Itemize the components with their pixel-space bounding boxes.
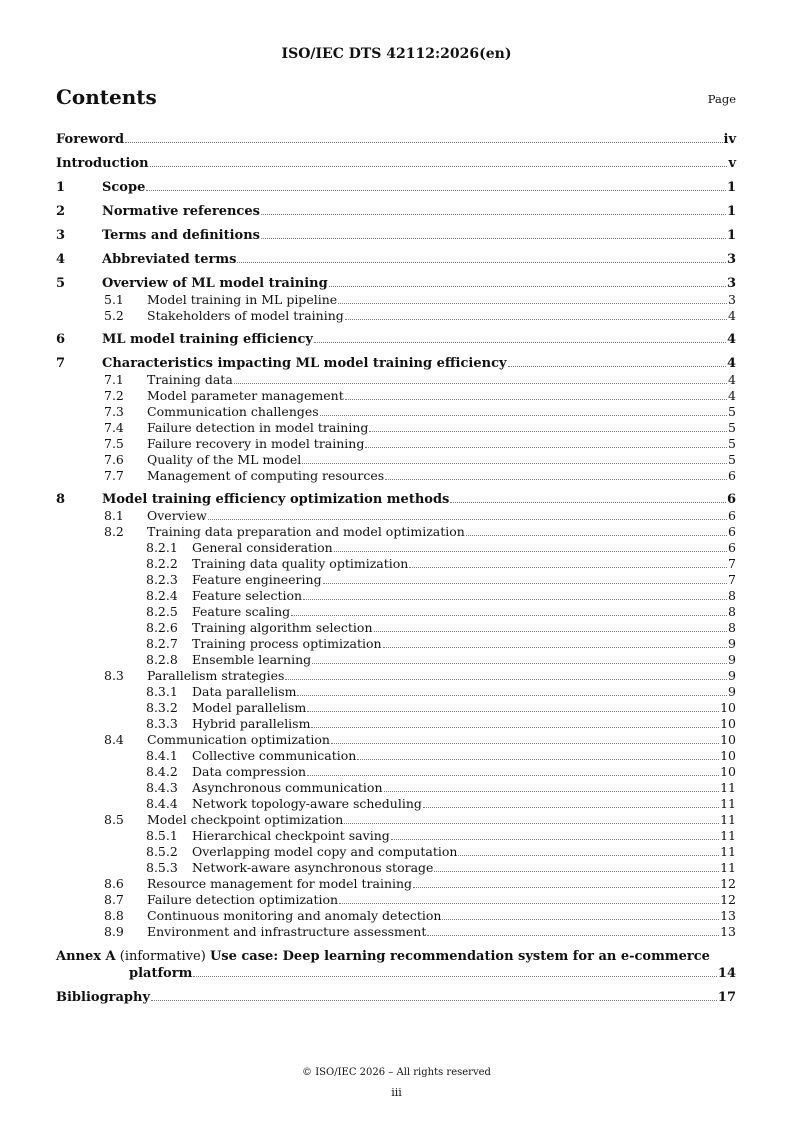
toc-entry-title: Overlapping model copy and computation — [192, 844, 458, 859]
dot-leader — [458, 854, 719, 856]
toc-entry-title: Feature selection — [192, 588, 303, 603]
toc-entry[interactable] — [56, 355, 736, 372]
toc-entry-number: 7.3 — [104, 404, 124, 419]
toc-page-number: iv — [723, 132, 736, 147]
dot-leader — [234, 382, 727, 384]
dot-leader — [150, 165, 728, 167]
toc-entry[interactable] — [56, 716, 736, 732]
toc-entry[interactable] — [56, 468, 736, 484]
toc-entry-number: 8.1 — [104, 508, 124, 523]
toc-page-number: 13 — [720, 924, 736, 939]
toc-entry-number: 7.4 — [104, 420, 124, 435]
dot-leader — [427, 934, 719, 936]
toc-entry-title: Hierarchical checkpoint saving — [192, 828, 390, 843]
toc-page-number: 8 — [728, 620, 736, 635]
dot-leader — [334, 550, 727, 552]
toc-entry-title: Model training in ML pipeline — [147, 292, 338, 307]
toc-page-number: 4 — [728, 308, 736, 323]
toc-entry-number: 8.2.5 — [146, 604, 178, 619]
dot-leader — [331, 742, 719, 744]
toc-entry-title: Data compression — [192, 764, 307, 779]
annex-title: Use case: Deep learning recommendation system for an e-commerce — [209, 949, 710, 964]
toc-entry-title: Management of computing resources — [147, 468, 385, 483]
dot-leader — [434, 870, 719, 872]
toc-entry[interactable] — [56, 604, 736, 620]
toc-page-number: 9 — [728, 684, 736, 699]
toc-entry-number: 8.4.3 — [146, 780, 178, 795]
dot-leader — [345, 318, 727, 320]
toc-entry-number: 8.4.2 — [146, 764, 178, 779]
toc-entry-number: 8.8 — [104, 908, 124, 923]
toc-entry-title: Parallelism strategies — [147, 668, 285, 683]
toc-entry[interactable] — [56, 588, 736, 604]
toc-page-number: 5 — [728, 436, 736, 451]
dot-leader — [261, 237, 726, 239]
toc-entry[interactable] — [56, 292, 736, 308]
toc-entry[interactable] — [56, 860, 736, 876]
toc-page-number: 9 — [728, 668, 736, 683]
toc-entry[interactable] — [56, 924, 736, 940]
toc-entry-title: Overview of ML model training — [102, 276, 328, 291]
dot-leader — [151, 999, 717, 1001]
dot-leader — [303, 598, 727, 600]
toc-entry[interactable] — [56, 892, 736, 908]
toc-entry[interactable] — [56, 308, 736, 324]
toc-entry-number: 5.1 — [104, 292, 124, 307]
toc-entry-title: Ensemble learning — [192, 652, 312, 667]
dot-leader — [391, 838, 719, 840]
toc-entry[interactable] — [56, 524, 736, 540]
toc-page-number: 11 — [720, 796, 736, 811]
toc-entry-number: 7.5 — [104, 436, 124, 451]
dot-leader — [311, 726, 719, 728]
toc-page-number: 6 — [728, 468, 736, 483]
dot-leader — [339, 902, 719, 904]
dot-leader — [314, 341, 726, 343]
toc-entry[interactable] — [56, 372, 736, 388]
toc-entry-number: 7 — [56, 356, 66, 371]
dot-leader — [385, 478, 727, 480]
toc-entry-annex-a[interactable] — [56, 948, 736, 982]
toc-entry[interactable] — [56, 540, 736, 556]
dot-leader — [466, 534, 727, 536]
toc-entry-number: 8.5 — [104, 812, 124, 827]
toc-entry[interactable] — [56, 203, 736, 220]
toc-entry-number: 8.3.1 — [146, 684, 178, 699]
toc-entry-title: ML model training efficiency — [102, 332, 313, 347]
toc-page-number: 9 — [728, 636, 736, 651]
toc-entry-title: Stakeholders of model training — [147, 308, 344, 323]
toc-page-number: 11 — [720, 812, 736, 827]
toc-page-number: 7 — [728, 556, 736, 571]
toc-entry[interactable] — [56, 732, 736, 748]
toc-entry[interactable] — [56, 700, 736, 716]
toc-entry[interactable] — [56, 796, 736, 812]
toc-entry[interactable] — [56, 748, 736, 764]
dot-leader — [285, 678, 727, 680]
toc-entry-title: Failure recovery in model training — [147, 436, 365, 451]
toc-page-number: 5 — [728, 420, 736, 435]
toc-page-number: 1 — [726, 180, 736, 195]
toc-entry[interactable] — [56, 556, 736, 572]
dot-leader — [329, 285, 726, 287]
dot-leader — [442, 918, 719, 920]
toc-page-number: 6 — [728, 508, 736, 523]
toc-page-number: 4 — [728, 388, 736, 403]
toc-page-number: 3 — [726, 252, 736, 267]
toc-page-number: 12 — [720, 876, 736, 891]
toc-entry-bibliography[interactable] — [56, 989, 736, 1006]
toc-entry-number: 5.2 — [104, 308, 124, 323]
dot-leader — [369, 430, 727, 432]
dot-leader — [193, 975, 717, 977]
dot-leader — [302, 462, 727, 464]
toc-entry-number: 4 — [56, 252, 66, 267]
toc-entry-title: Training data quality optimization — [192, 556, 409, 571]
dot-leader — [345, 398, 727, 400]
toc-page-number: 6 — [728, 540, 736, 555]
toc-entry-number: 8.3.3 — [146, 716, 178, 731]
dot-leader — [261, 213, 726, 215]
toc-entry-number: 8.9 — [104, 924, 124, 939]
toc-entry[interactable] — [56, 508, 736, 524]
toc-entry[interactable] — [56, 155, 736, 172]
toc-entry[interactable] — [56, 684, 736, 700]
toc-entry-title: Model training efficiency optimization methods — [102, 492, 450, 507]
toc-page-number: 8 — [728, 588, 736, 603]
toc-page-number: 11 — [720, 780, 736, 795]
toc-entry-number: 8 — [56, 492, 66, 507]
toc-entry[interactable] — [56, 491, 736, 508]
toc-entry-number: 8.5.2 — [146, 844, 178, 859]
dot-leader — [307, 774, 719, 776]
annex-title-continued: platform — [129, 966, 193, 981]
dot-leader — [338, 302, 727, 304]
toc-entry[interactable] — [56, 828, 736, 844]
toc-entry-number: 8.5.1 — [146, 828, 178, 843]
toc-entry-title: Data parallelism — [192, 684, 297, 699]
toc-page-number: 6 — [726, 492, 736, 507]
toc-entry[interactable] — [56, 908, 736, 924]
toc-entry-title: Network-aware asynchronous storage — [192, 860, 434, 875]
toc-entry[interactable] — [56, 620, 736, 636]
dot-leader — [291, 614, 727, 616]
dot-leader — [413, 886, 719, 888]
toc-entry-number: 8.5.3 — [146, 860, 178, 875]
toc-entry-title: Failure detection in model training — [147, 420, 369, 435]
page-title: Contents — [56, 85, 157, 109]
toc-page-number: 13 — [720, 908, 736, 923]
toc-entry-number: 5 — [56, 276, 66, 291]
toc-page-number: v — [728, 156, 736, 171]
dot-leader — [409, 566, 727, 568]
copyright-notice: © ISO/IEC 2026 – All rights reserved — [302, 1067, 491, 1078]
dot-leader — [357, 758, 719, 760]
toc-entry-number: 7.6 — [104, 452, 124, 467]
toc-entry-title: Continuous monitoring and anomaly detection — [147, 908, 442, 923]
toc-page-number: 1 — [726, 228, 736, 243]
toc-entry[interactable] — [56, 436, 736, 452]
toc-entry-number: 8.4.1 — [146, 748, 178, 763]
dot-leader — [450, 501, 726, 503]
toc-entry[interactable] — [56, 844, 736, 860]
toc-entry-title: Overview — [147, 508, 207, 523]
toc-entry-number: 8.7 — [104, 892, 124, 907]
toc-entry-number: 8.2.6 — [146, 620, 178, 635]
dot-leader — [344, 822, 719, 824]
toc-entry-number: 7.7 — [104, 468, 124, 483]
toc-entry[interactable] — [56, 780, 736, 796]
toc-page-number: 4 — [728, 372, 736, 387]
toc-entry[interactable] — [56, 636, 736, 652]
toc-entry-title: Model checkpoint optimization — [147, 812, 344, 827]
toc-entry[interactable] — [56, 876, 736, 892]
toc-entry-title: Training algorithm selection — [192, 620, 373, 635]
toc-page-number: 3 — [726, 276, 736, 291]
dot-leader — [125, 141, 722, 143]
dot-leader — [237, 261, 726, 263]
toc-entry[interactable] — [56, 812, 736, 828]
toc-entry-title: Characteristics impacting ML model training efficiency — [102, 356, 507, 371]
toc-page-number: 5 — [728, 452, 736, 467]
toc-entry-number: 8.2.4 — [146, 588, 178, 603]
toc-entry[interactable] — [56, 131, 736, 148]
toc-entry-number: 8.2.8 — [146, 652, 178, 667]
toc-entry-number: 8.2.3 — [146, 572, 178, 587]
toc-page-number: 10 — [720, 748, 736, 763]
toc-entry-title: Asynchronous communication — [192, 780, 383, 795]
dot-leader — [208, 518, 727, 520]
toc-entry-number: 8.6 — [104, 876, 124, 891]
toc-page-number: 14 — [717, 966, 736, 981]
toc-entry-title: Bibliography — [56, 990, 151, 1005]
toc-page-number: 9 — [728, 652, 736, 667]
toc-page-number: 8 — [728, 604, 736, 619]
toc-entry-title: Communication optimization — [147, 732, 330, 747]
toc-page-number: 1 — [726, 204, 736, 219]
toc-page-number: 11 — [720, 844, 736, 859]
toc-entry[interactable] — [56, 388, 736, 404]
page-number: iii — [391, 1086, 402, 1099]
toc-entry-title: Normative references — [102, 204, 260, 219]
toc-entry-title: Model parallelism — [192, 700, 307, 715]
toc-entry-number: 7.2 — [104, 388, 124, 403]
toc-entry-title: Abbreviated terms — [102, 252, 237, 267]
toc-page-number: 4 — [726, 332, 736, 347]
dot-leader — [365, 446, 727, 448]
toc-entry[interactable] — [56, 668, 736, 684]
dot-leader — [320, 414, 727, 416]
toc-entry-number: 8.3.2 — [146, 700, 178, 715]
dot-leader — [423, 806, 719, 808]
toc-entry-title: Training process optimization — [192, 636, 382, 651]
toc-entry-number: 8.2.1 — [146, 540, 178, 555]
toc-entry-number: 1 — [56, 180, 66, 195]
dot-leader — [312, 662, 727, 664]
toc-entry-number: 8.2 — [104, 524, 124, 539]
toc-page-number: 11 — [720, 828, 736, 843]
toc-entry-number: 2 — [56, 204, 66, 219]
toc-entry[interactable] — [56, 275, 736, 292]
dot-leader — [297, 694, 727, 696]
toc-entry-title: Communication challenges — [147, 404, 319, 419]
annex-label: Annex A — [56, 949, 116, 964]
toc-entry-title: Collective communication — [192, 748, 357, 763]
toc-page-number: 5 — [728, 404, 736, 419]
toc-entry-title: Resource management for model training — [147, 876, 413, 891]
dot-leader — [383, 646, 727, 648]
document-identifier: ISO/IEC DTS 42112:2026(en) — [281, 46, 512, 62]
toc-entry-title: Feature scaling — [192, 604, 291, 619]
toc-entry[interactable] — [56, 420, 736, 436]
toc-entry[interactable] — [56, 227, 736, 244]
toc-page-number: 17 — [717, 990, 736, 1005]
toc-page-number: 10 — [720, 716, 736, 731]
toc-entry-title: General consideration — [192, 540, 333, 555]
toc-entry-title: Terms and definitions — [102, 228, 260, 243]
toc-entry-title: Quality of the ML model — [147, 452, 302, 467]
toc-entry-number: 8.2.2 — [146, 556, 178, 571]
dot-leader — [307, 710, 719, 712]
toc-entry-number: 8.4 — [104, 732, 124, 747]
toc-entry-number: 8.2.7 — [146, 636, 178, 651]
toc-page-number: 3 — [728, 292, 736, 307]
toc-page-number: 10 — [720, 732, 736, 747]
dot-leader — [323, 582, 727, 584]
toc-entry-number: 6 — [56, 332, 66, 347]
toc-page-number: 12 — [720, 892, 736, 907]
toc-entry-number: 8.4.4 — [146, 796, 178, 811]
dot-leader — [146, 189, 726, 191]
toc-page-number: 6 — [728, 524, 736, 539]
dot-leader — [384, 790, 720, 792]
toc-entry[interactable] — [56, 572, 736, 588]
toc-entry[interactable] — [56, 251, 736, 268]
toc-entry-title: Environment and infrastructure assessment — [147, 924, 427, 939]
toc-entry-number: 3 — [56, 228, 66, 243]
annex-informative: (informative) — [119, 949, 206, 964]
toc-page-number: 11 — [720, 860, 736, 875]
dot-leader — [508, 365, 726, 367]
toc-page-number: 4 — [726, 356, 736, 371]
toc-entry-title: Foreword — [56, 132, 125, 147]
page-column-label: Page — [707, 92, 736, 106]
toc-entry[interactable] — [56, 179, 736, 196]
toc-page-number: 10 — [720, 764, 736, 779]
toc-entry[interactable] — [56, 764, 736, 780]
toc-entry-title: Model parameter management — [147, 388, 344, 403]
toc-page-number: 7 — [728, 572, 736, 587]
toc-entry-number: 8.3 — [104, 668, 124, 683]
toc-entry[interactable] — [56, 404, 736, 420]
toc-entry[interactable] — [56, 652, 736, 668]
toc-entry-title: Introduction — [56, 156, 149, 171]
toc-entry-title: Training data preparation and model optimization — [147, 524, 465, 539]
toc-entry-title: Network topology-aware scheduling — [192, 796, 422, 811]
toc-entry-title: Hybrid parallelism — [192, 716, 311, 731]
toc-entry-title: Failure detection optimization — [147, 892, 339, 907]
toc-entry-title: Scope — [102, 180, 146, 195]
toc-page-number: 10 — [720, 700, 736, 715]
table-of-contents — [56, 124, 736, 1006]
toc-entry[interactable] — [56, 452, 736, 468]
toc-entry-title: Feature engineering — [192, 572, 322, 587]
dot-leader — [374, 630, 728, 632]
toc-entry-number: 7.1 — [104, 372, 124, 387]
toc-entry-title: Training data — [147, 372, 233, 387]
toc-entry[interactable] — [56, 331, 736, 348]
